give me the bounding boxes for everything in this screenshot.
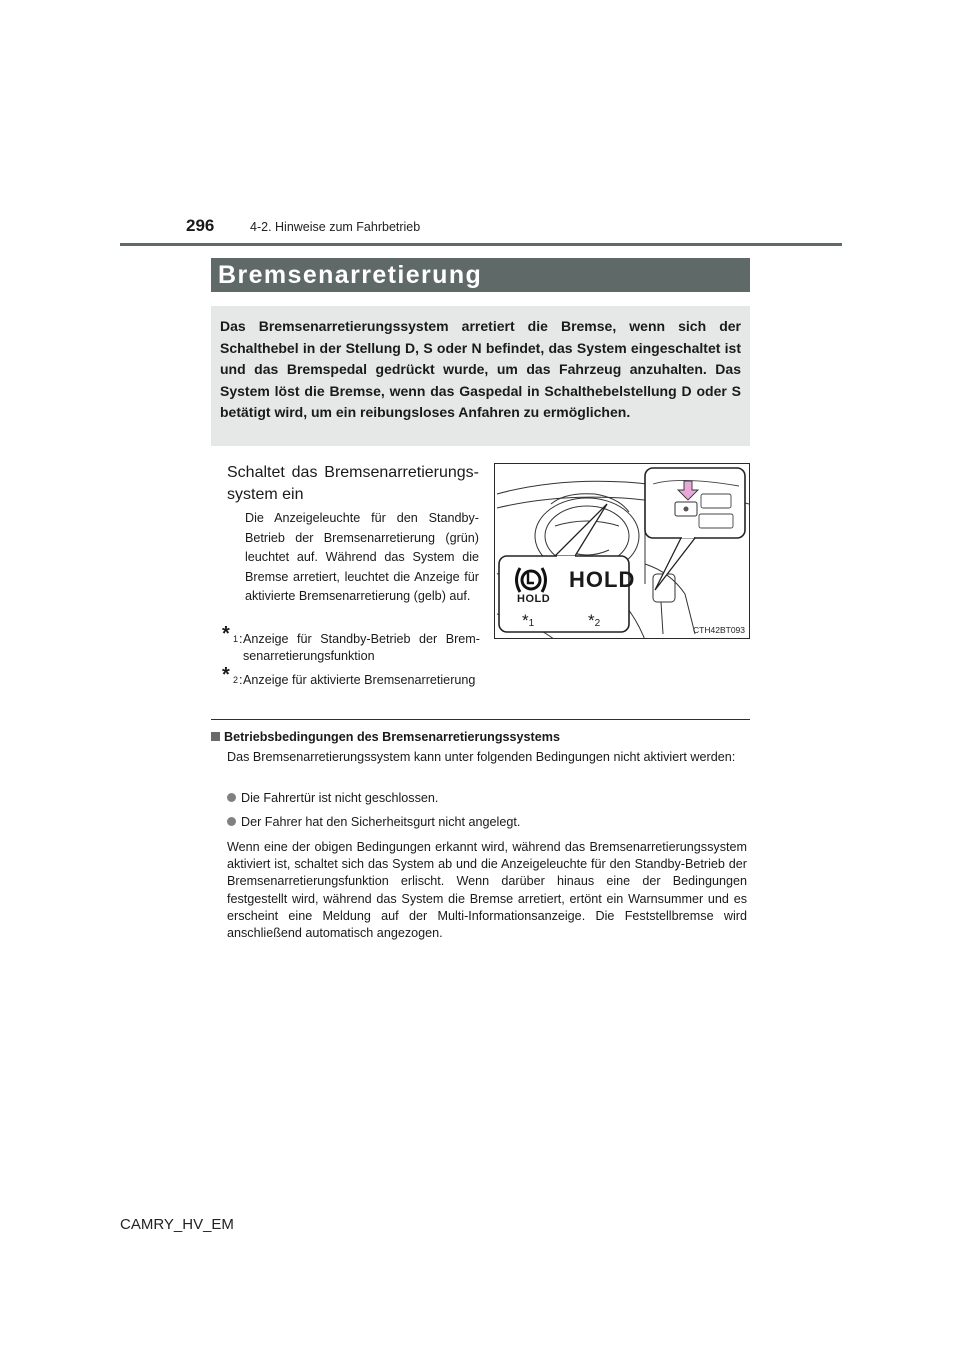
- hold-active-indicator-label: HOLD: [569, 567, 636, 592]
- callout-label-1: [522, 611, 534, 631]
- document-code: CAMRY_HV_EM: [120, 1216, 234, 1233]
- condition-item-1: [227, 791, 438, 805]
- figure-code: CTH42BT093: [693, 625, 745, 635]
- callout-label-2: [588, 611, 600, 631]
- intro-box: [211, 306, 750, 446]
- page-number: 296: [186, 216, 215, 235]
- footnote-text: Anzeige für Standby-Betrieb der Bremsenarretierungsfunktion: [243, 632, 480, 663]
- condition-item-2: [227, 815, 520, 829]
- hold-switch-callout: [645, 468, 745, 590]
- hold-standby-indicator-label: HOLD: [517, 593, 551, 605]
- conditions-explanation: Wenn eine der obigen Bedingungen erkannt wird, während das Bremsenarretierungssystem aktiviert ist, schaltet sich das System ab und die Anzeigeleuchte für den Standby-Betrieb der Bremsenarretierungsfunktion erlischt. Wenn darüber hinaus eine der Bedingungen festgestellt wird, während das System die Bremse arretiert, ertönt ein Warnsummer und es erscheint eine Meldung auf der Multi-Informationsanzeige. Die Feststellbremse wird anschließend automatisch angezogen.: [227, 840, 747, 941]
- condition-text: Der Fahrer hat den Sicherheitsgurt nicht angelegt.: [241, 815, 521, 829]
- footnote-2: [222, 664, 480, 689]
- footnote-colon: :: [239, 673, 243, 687]
- dashboard-illustration: [494, 463, 750, 639]
- footnote-text: Anzeige für aktivierte Bremsenarretierung: [243, 673, 476, 687]
- callout-star: *: [522, 611, 529, 630]
- callout-number: 2: [594, 618, 601, 629]
- sub-body-text: Die Anzeigeleuchte für den Standby-Betrieb der Bremsenarretierung (grün) leuchtet auf. Während das System die Bremse arretiert, leuchtet die Anzeige für aktivierte Bremsenarretierung (gelb) auf.: [245, 511, 479, 604]
- header-rule: [120, 243, 842, 246]
- page-title: Bremsenarretierung: [211, 258, 750, 292]
- sub-heading: [227, 462, 479, 506]
- intro-text: Das Bremsenarretierungssystem arretiert die Bremse, wenn sich der Schalthebel in der Stellung D, S oder N befindet, das System eingeschaltet ist und das Bremspedal gedrückt wurde, um das Fahrzeug anzuhalten. Das System löst die Bremse, wenn das Gaspedal in Schalthebelstellung D oder S betätigt wird, um ein reibungsloses Anfahren zu ermöglichen.: [220, 318, 741, 420]
- callout-star: *: [588, 611, 595, 630]
- footnote-number: 1: [233, 634, 239, 644]
- footnote-1: [222, 623, 480, 664]
- section-heading: [211, 730, 560, 744]
- footnote-star: *: [222, 623, 230, 645]
- callout-number: 1: [528, 618, 535, 629]
- section-heading-text: Betriebsbedingungen des Bremsenarretierungssystems: [224, 730, 560, 744]
- footnote-star: *: [222, 664, 230, 686]
- conditions-intro: Das Bremsenarretierungssystem kann unter folgenden Bedingungen nicht aktiviert werden:: [227, 750, 736, 764]
- sub-heading-line1: Schaltet das Bremsenarretierungs-: [227, 464, 479, 481]
- sub-heading-line2: system ein: [227, 486, 304, 503]
- running-head: 4-2. Hinweise zum Fahrbetrieb: [250, 220, 421, 234]
- section-divider: [211, 719, 750, 720]
- condition-text: Die Fahrertür ist nicht geschlossen.: [241, 791, 439, 805]
- bullet-dot-icon: [227, 817, 236, 826]
- bullet-dot-icon: [227, 793, 236, 802]
- footnote-colon: :: [239, 632, 243, 646]
- square-bullet-icon: [211, 732, 220, 741]
- footnote-number: 2: [233, 675, 239, 685]
